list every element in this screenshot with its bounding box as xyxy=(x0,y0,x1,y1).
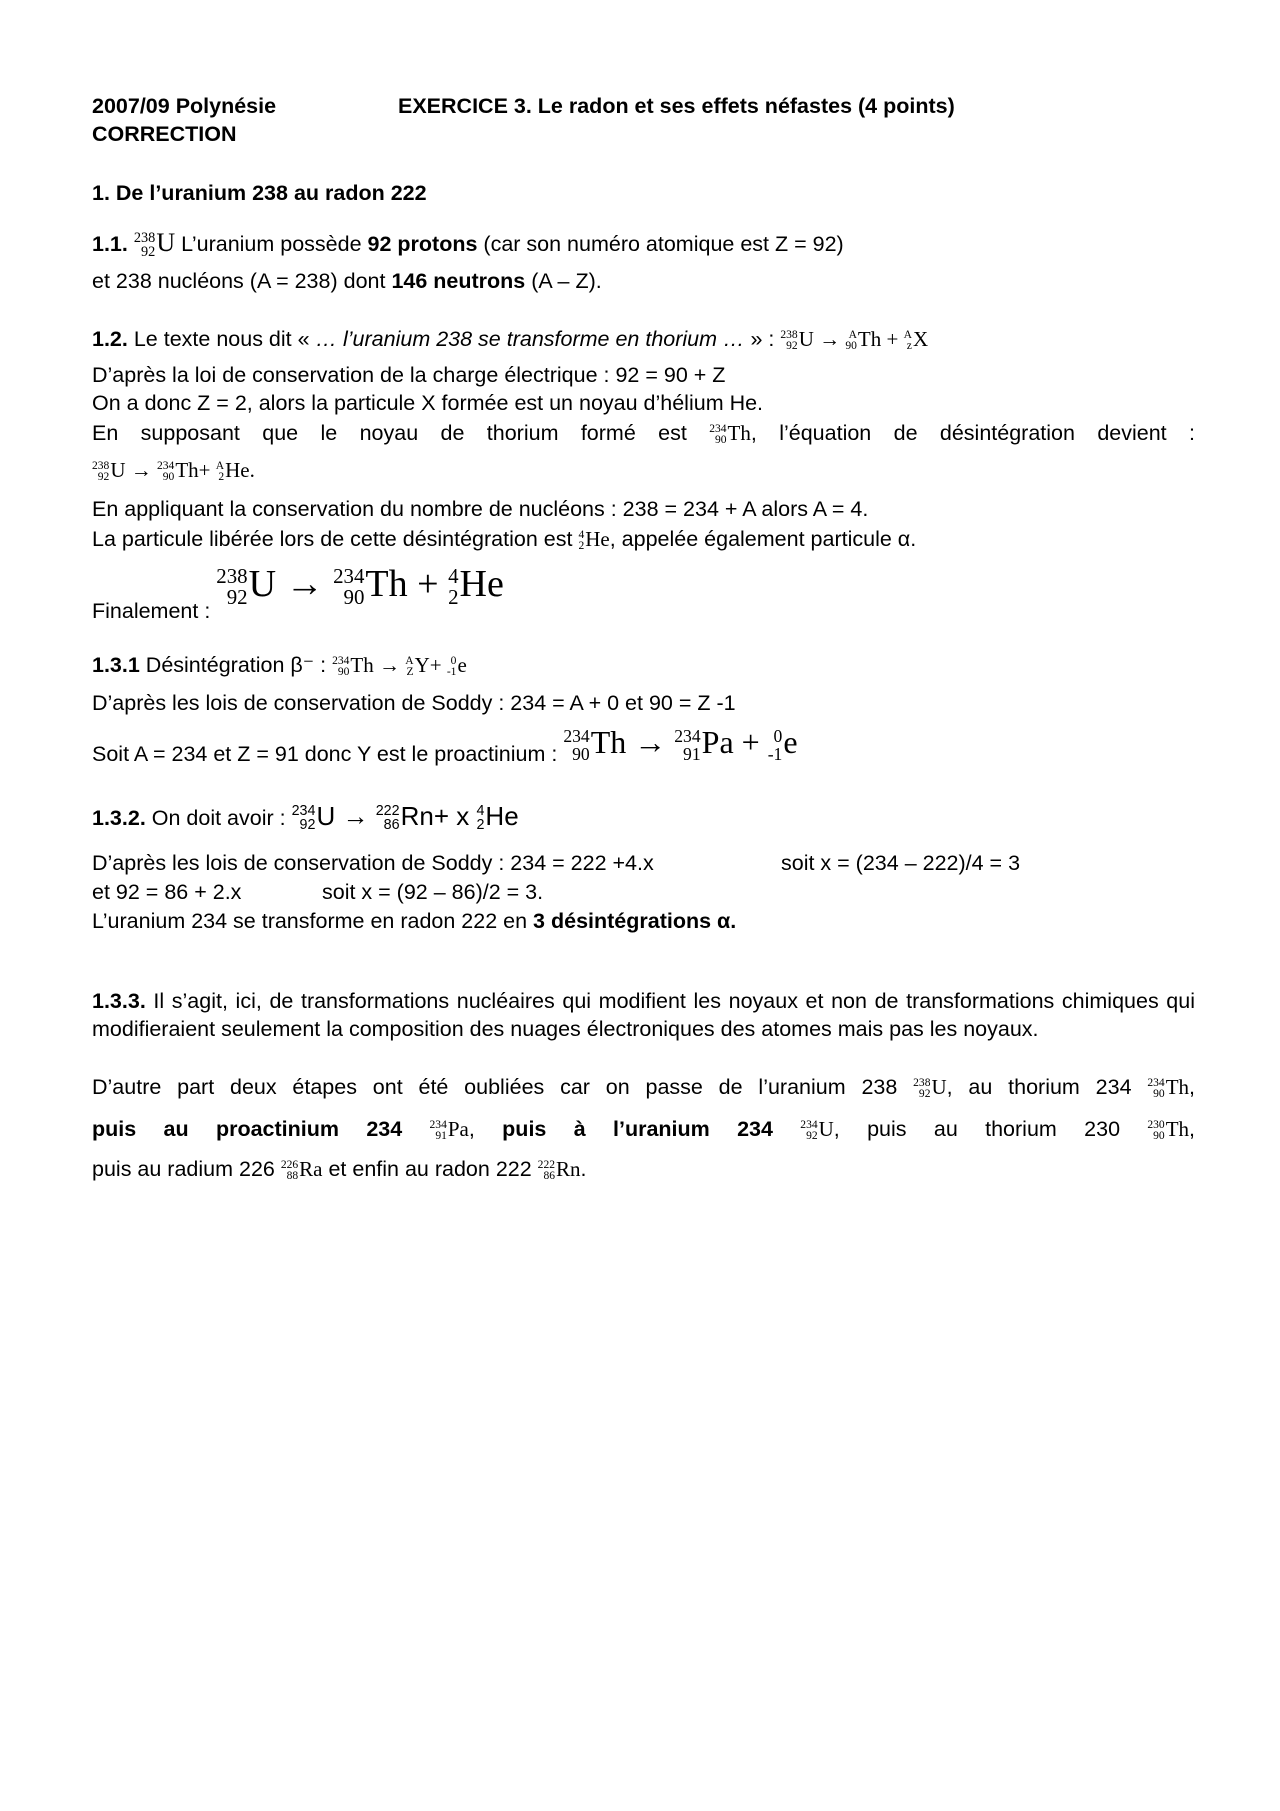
q133-line4: D’autre part deux étapes ont été oubliées car on passe de l’uranium 238 238 92 U, au thorium 234 234 90 Th, xyxy=(92,1075,1195,1101)
q133-line5: puis au proactinium 234 234 91 Pa, puis à l’uranium 234 234 92 U, puis au thorium 230 230 90 Th, xyxy=(92,1117,1195,1143)
q11-label: 1.1. xyxy=(92,232,128,256)
q131-line2: D’après les lois de conservation de Soddy : 234 = A + 0 et 90 = Z -1 xyxy=(92,691,736,715)
q132-line4: L’uranium 234 se transforme en radon 222 en 3 désintégrations α. xyxy=(92,909,737,933)
q12-line7: La particule libérée lors de cette désintégration est 4 2 He, appelée également particule α. xyxy=(92,527,917,553)
exercise-title: EXERCICE 3. Le radon et ses effets néfastes (4 points) xyxy=(398,94,955,118)
q132-line2a: D’après les lois de conservation de Soddy : 234 = 222 +4.x xyxy=(92,851,654,875)
q11-line2: et 238 nucléons (A = 238) dont 146 neutrons (A – Z). xyxy=(92,269,602,293)
q12-line6: En appliquant la conservation du nombre de nucléons : 238 = 234 + A alors A = 4. xyxy=(92,497,869,521)
section-title: 1. De l’uranium 238 au radon 222 xyxy=(92,181,427,205)
equation-u-th-he-small: 238 92 U → 234 90 Th+ A 2 He. xyxy=(92,458,255,484)
equation-u-th-x: 238 92 U → A 90 Th + A z X xyxy=(780,327,929,353)
q132-line2b: soit x = (234 – 222)/4 = 3 xyxy=(781,851,1021,875)
final-equation: Finalement : 238 92 U → 234 90 Th + 4 2 He xyxy=(92,563,504,623)
q11-line1: 1.1. 238 92 U L’uranium possède 92 protons (car son numéro atomique est Z = 92) xyxy=(92,228,844,261)
q12-line3: On a donc Z = 2, alors la particule X formée est un noyau d’hélium He. xyxy=(92,391,764,415)
q131-line3: Soit A = 234 et Z = 91 donc Y est le proactinium : 234 90 Th → 234 91 Pa + 0 -1 e xyxy=(92,724,798,766)
q132-line3b: soit x = (92 – 86)/2 = 3. xyxy=(322,880,544,904)
header-year: 2007/09 Polynésie xyxy=(92,94,277,118)
q12-line2: D’après la loi de conservation de la charge électrique : 92 = 90 + Z xyxy=(92,363,726,387)
q132-line3a: et 92 = 86 + 2.x xyxy=(92,880,242,904)
nuclide-u238: 238 92 U xyxy=(133,228,176,261)
q131-line1: 1.3.1 Désintégration β⁻ : 234 90 Th → A Z Y+ 0 -1 e xyxy=(92,653,467,679)
header-correction: CORRECTION xyxy=(92,122,237,146)
q132-line1: 1.3.2. On doit avoir : 234 92 U → 222 86 Rn+ x 4 2 He xyxy=(92,801,519,834)
q12-line4: En supposant que le noyau de thorium formé est 234 90 Th, l’équation de désintégration devient : xyxy=(92,421,1195,447)
q133-line6: puis au radium 226 226 88 Ra et enfin au radon 222 222 86 Rn. xyxy=(92,1157,587,1183)
q12-line1: 1.2. Le texte nous dit « … l’uranium 238 se transforme en thorium … » : 238 92 U → A 90 Th + A z X xyxy=(92,327,929,353)
q133-paragraph: 1.3.3. Il s’agit, ici, de transformations nucléaires qui modifient les noyaux et non de transformations chimiques qui modifieraient seulement la composition des nuages électroniques des atomes mais pas les noyaux. xyxy=(92,989,1195,1041)
